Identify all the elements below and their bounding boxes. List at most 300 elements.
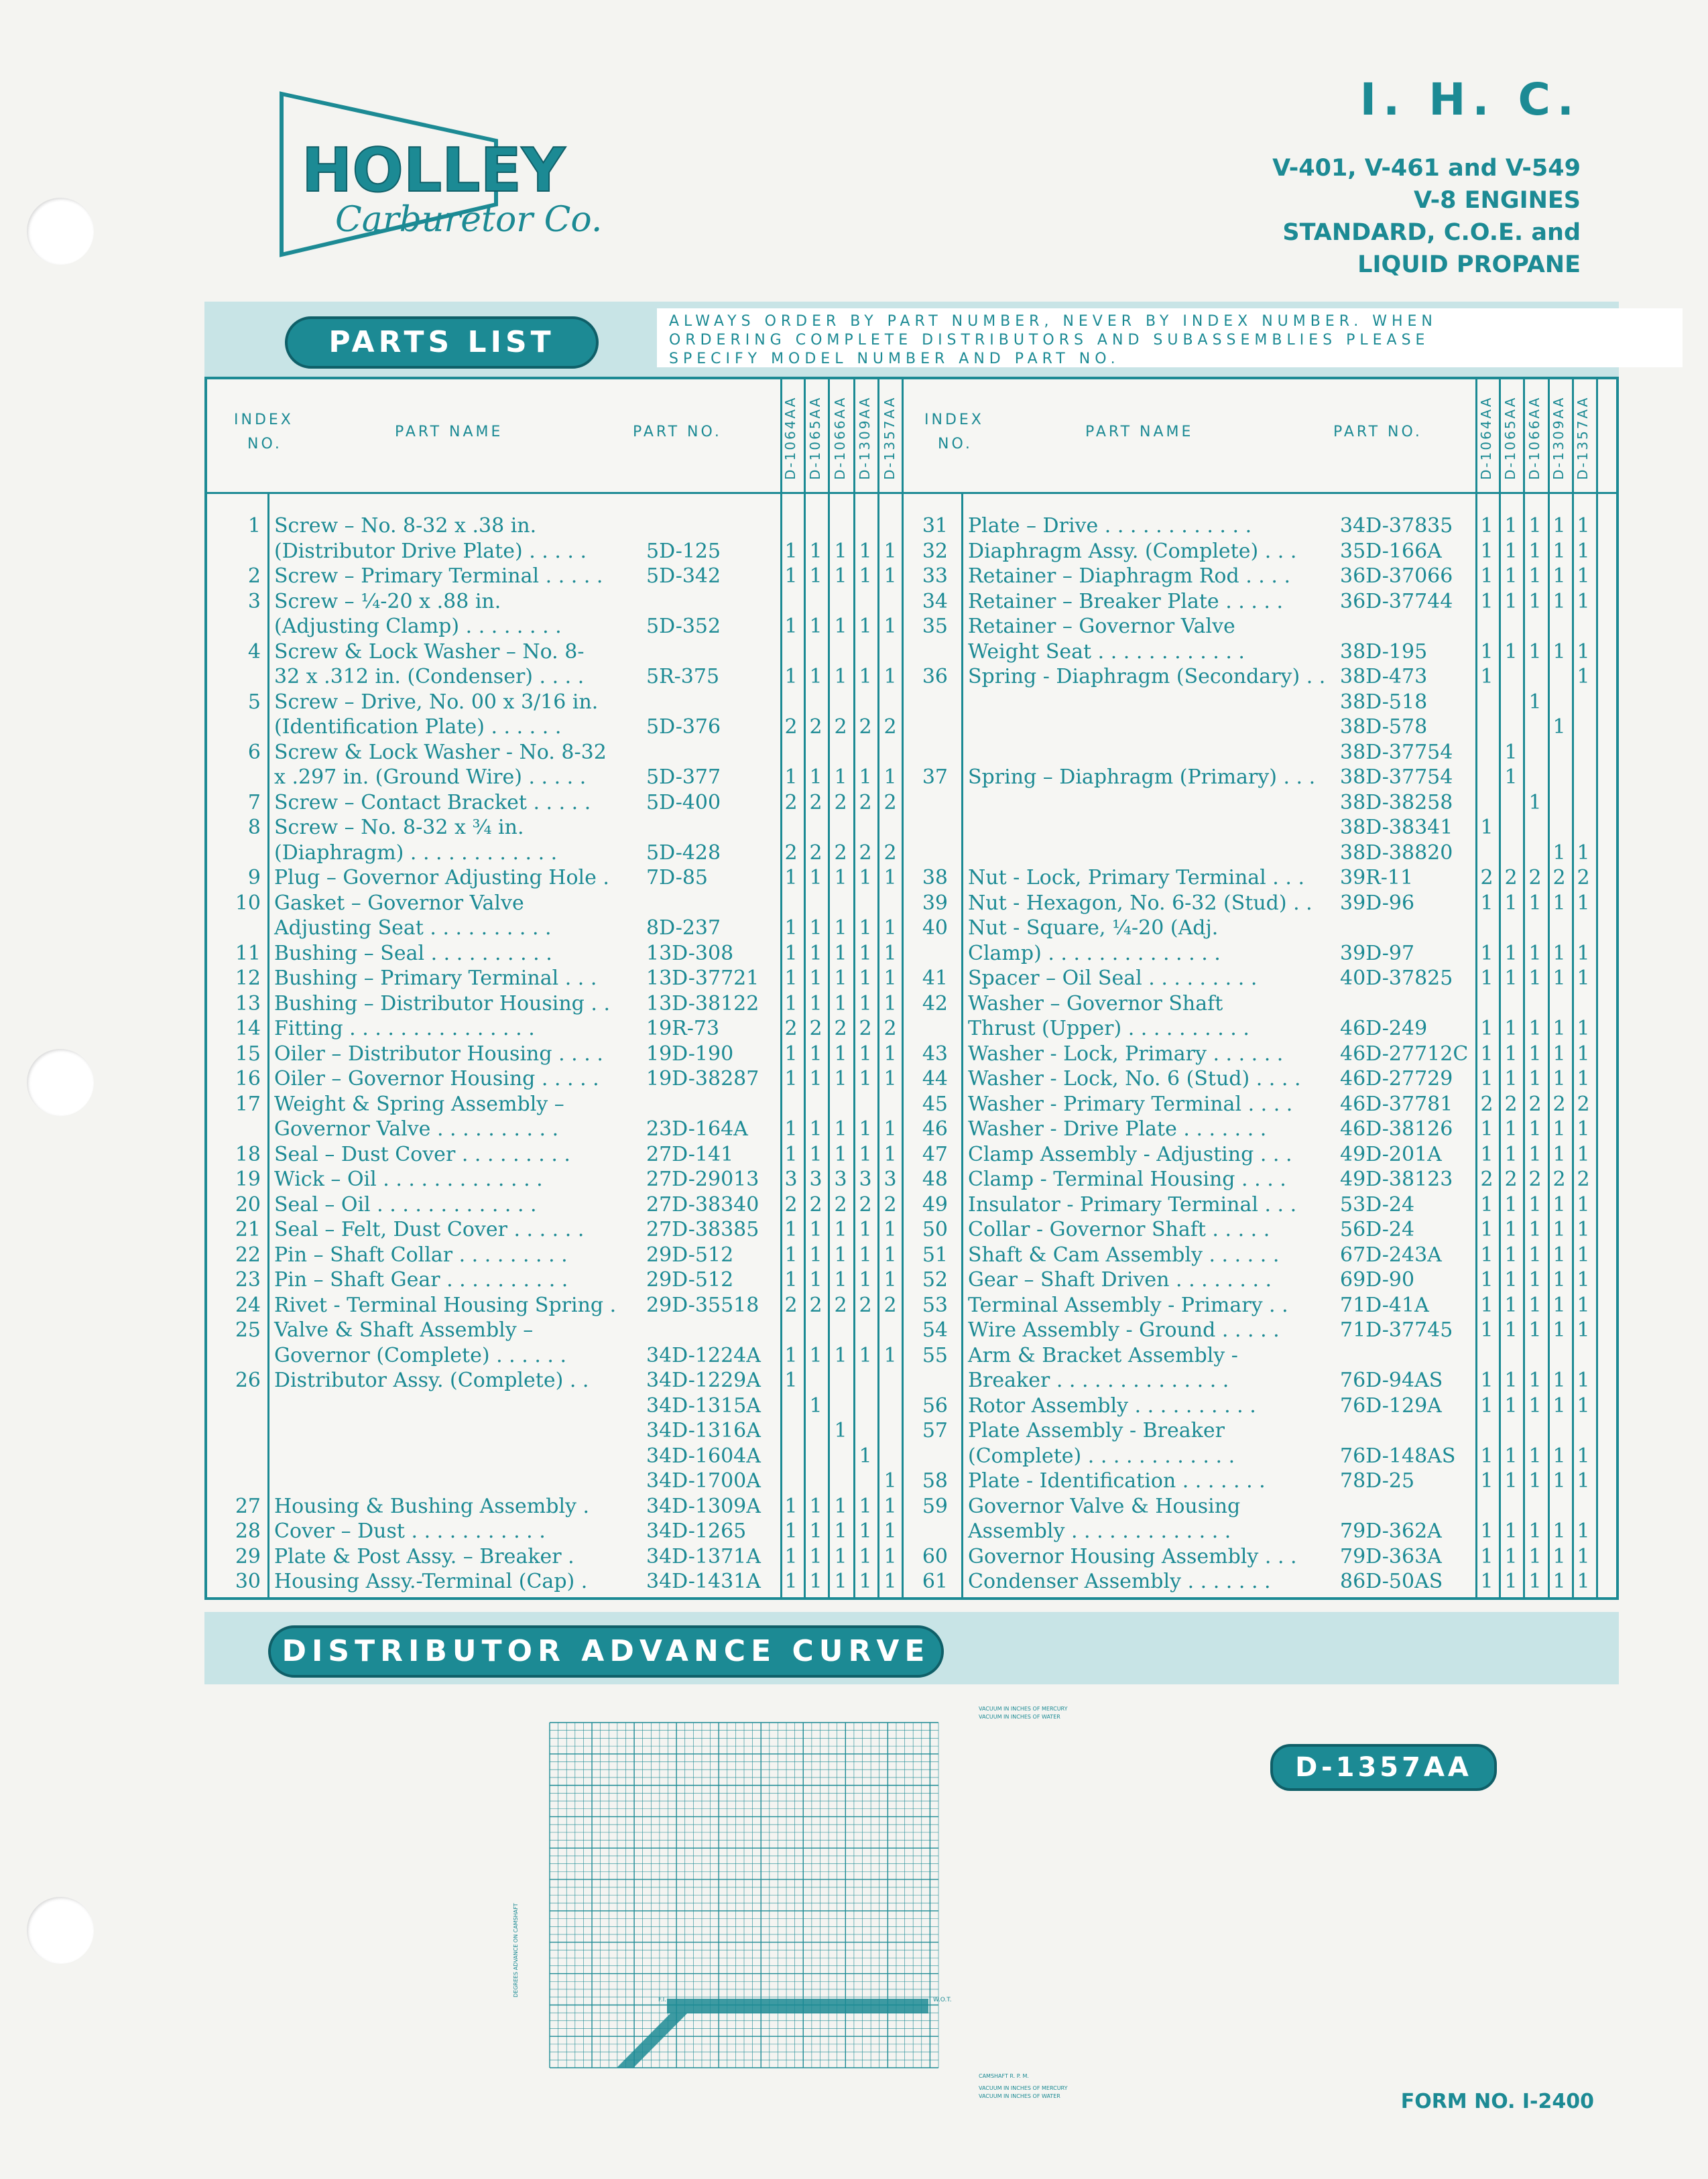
row-index: 57 bbox=[922, 1419, 948, 1442]
row-quantity: 1 bbox=[859, 1343, 872, 1367]
left-model-header: D-1309AA bbox=[857, 395, 873, 480]
row-quantity: 1 bbox=[883, 1218, 897, 1241]
row-quantity: 1 bbox=[883, 1494, 897, 1518]
row-part-name: Housing Assy.-Terminal (Cap) . bbox=[274, 1570, 588, 1593]
row-quantity: 1 bbox=[834, 1117, 847, 1141]
row-quantity: 1 bbox=[1577, 1544, 1590, 1568]
row-quantity: 1 bbox=[883, 765, 897, 789]
row-quantity: 1 bbox=[859, 967, 872, 990]
row-index: 31 bbox=[922, 514, 948, 538]
row-quantity: 1 bbox=[1528, 589, 1542, 613]
row-part-no: 46D-249 bbox=[1340, 1017, 1428, 1040]
row-quantity: 2 bbox=[859, 715, 872, 739]
row-index: 21 bbox=[235, 1218, 261, 1241]
row-quantity: 1 bbox=[1504, 1544, 1518, 1568]
row-quantity: 2 bbox=[1552, 1168, 1566, 1191]
row-quantity: 1 bbox=[809, 1544, 822, 1568]
row-quantity: 1 bbox=[1577, 589, 1590, 613]
row-quantity: 1 bbox=[883, 1570, 897, 1593]
row-quantity: 1 bbox=[1480, 589, 1493, 613]
row-quantity: 1 bbox=[1577, 941, 1590, 965]
row-quantity: 1 bbox=[1528, 790, 1542, 814]
row-part-no: 53D-24 bbox=[1340, 1192, 1415, 1217]
left-model-header: D-1357AA bbox=[881, 395, 898, 480]
row-index: 9 bbox=[247, 866, 261, 889]
row-index: 44 bbox=[922, 1067, 948, 1091]
row-part-name: Diaphragm Assy. (Complete) . . . bbox=[968, 539, 1297, 563]
row-quantity: 1 bbox=[883, 1519, 897, 1543]
row-quantity: 1 bbox=[809, 1142, 822, 1166]
row-part-no: 34D-1229A bbox=[646, 1369, 761, 1392]
row-quantity: 1 bbox=[1504, 1318, 1518, 1342]
row-index: 13 bbox=[235, 991, 261, 1015]
row-quantity: 1 bbox=[1504, 1042, 1518, 1066]
row-quantity: 1 bbox=[809, 1519, 822, 1543]
row-part-name: Plate – Drive . . . . . . . . . . . . bbox=[968, 514, 1252, 538]
row-quantity: 2 bbox=[883, 1017, 897, 1040]
row-quantity: 1 bbox=[859, 1218, 872, 1241]
left-part-no-header: PART NO. bbox=[633, 424, 722, 440]
parts-list-banner bbox=[204, 302, 1619, 377]
row-quantity: 2 bbox=[1528, 1092, 1542, 1116]
row-quantity: 1 bbox=[1504, 1469, 1518, 1493]
row-quantity: 1 bbox=[1577, 665, 1590, 688]
chart-bottom-label-2: VACUUM IN INCHES OF WATER bbox=[979, 2093, 1060, 2099]
row-quantity: 1 bbox=[1552, 1519, 1566, 1543]
row-quantity: 1 bbox=[784, 1142, 798, 1166]
row-part-no: 34D-1309A bbox=[646, 1494, 761, 1518]
row-part-no: 38D-473 bbox=[1340, 665, 1428, 688]
row-quantity: 1 bbox=[1552, 1369, 1566, 1392]
row-part-no: 29D-35518 bbox=[646, 1293, 759, 1317]
row-index: 26 bbox=[235, 1369, 261, 1392]
row-part-name: Insulator - Primary Terminal . . . bbox=[968, 1192, 1297, 1217]
row-part-no: 69D-90 bbox=[1340, 1268, 1415, 1292]
row-part-name: (Adjusting Clamp) . . . . . . . . bbox=[274, 615, 562, 638]
row-quantity: 1 bbox=[1552, 1067, 1566, 1091]
row-quantity: 2 bbox=[834, 1192, 847, 1217]
row-quantity: 1 bbox=[1528, 1017, 1542, 1040]
row-quantity: 1 bbox=[1528, 1519, 1542, 1543]
row-part-name: Assembly . . . . . . . . . . . . . bbox=[968, 1519, 1231, 1543]
row-quantity: 1 bbox=[859, 1117, 872, 1141]
row-part-no: 19R-73 bbox=[646, 1017, 720, 1040]
row-quantity: 1 bbox=[1504, 765, 1518, 789]
row-part-no: 5D-400 bbox=[646, 790, 721, 814]
row-part-name: Nut - Square, ¼-20 (Adj. bbox=[968, 916, 1219, 940]
title-block bbox=[1272, 74, 1581, 281]
row-quantity: 1 bbox=[784, 1494, 798, 1518]
row-quantity: 1 bbox=[1504, 1393, 1518, 1418]
row-part-no: 5D-428 bbox=[646, 841, 721, 865]
row-quantity: 3 bbox=[784, 1168, 798, 1191]
row-index: 15 bbox=[235, 1042, 261, 1066]
row-quantity: 1 bbox=[1577, 1042, 1590, 1066]
row-part-no: 5D-376 bbox=[646, 715, 721, 739]
row-quantity: 3 bbox=[809, 1168, 822, 1191]
row-index: 59 bbox=[922, 1494, 948, 1518]
row-quantity: 1 bbox=[809, 765, 822, 789]
row-quantity: 1 bbox=[834, 665, 847, 688]
row-quantity: 2 bbox=[1552, 1092, 1566, 1116]
right-column-divider bbox=[1596, 379, 1598, 1597]
row-quantity: 2 bbox=[883, 715, 897, 739]
row-part-name: Washer - Lock, No. 6 (Stud) . . . . bbox=[968, 1067, 1301, 1091]
row-part-no: 19D-190 bbox=[646, 1042, 734, 1066]
row-part-no: 34D-1700A bbox=[646, 1469, 761, 1493]
title-line-propane: LIQUID PROPANE bbox=[1357, 251, 1581, 278]
row-part-name: Screw & Lock Washer - No. 8-32 bbox=[274, 740, 607, 764]
row-quantity: 1 bbox=[1480, 1042, 1493, 1066]
row-index: 56 bbox=[922, 1393, 948, 1418]
row-index: 10 bbox=[235, 891, 261, 915]
row-quantity: 2 bbox=[1577, 866, 1590, 889]
row-quantity: 1 bbox=[1528, 1042, 1542, 1066]
row-index: 50 bbox=[922, 1218, 948, 1241]
chart-wot-label: W.O.T. bbox=[933, 1997, 952, 2003]
row-quantity: 2 bbox=[883, 1293, 897, 1317]
row-quantity: 2 bbox=[1504, 1092, 1518, 1116]
row-index: 16 bbox=[235, 1067, 261, 1091]
row-quantity: 1 bbox=[1552, 1393, 1566, 1418]
row-quantity: 1 bbox=[834, 1570, 847, 1593]
row-quantity: 1 bbox=[1528, 1293, 1542, 1317]
row-quantity: 1 bbox=[809, 615, 822, 638]
row-quantity: 1 bbox=[1577, 1218, 1590, 1241]
row-part-no: 38D-38258 bbox=[1340, 790, 1453, 814]
row-quantity: 1 bbox=[809, 866, 822, 889]
row-quantity: 1 bbox=[1480, 1117, 1493, 1141]
row-part-no: 78D-25 bbox=[1340, 1469, 1415, 1493]
row-quantity: 1 bbox=[1528, 1218, 1542, 1241]
row-quantity: 1 bbox=[1504, 1268, 1518, 1292]
row-quantity: 1 bbox=[834, 1519, 847, 1543]
row-part-name: Rivet - Terminal Housing Spring . bbox=[274, 1293, 617, 1317]
row-quantity: 1 bbox=[1577, 1117, 1590, 1141]
row-quantity: 1 bbox=[1480, 1192, 1493, 1217]
row-quantity: 1 bbox=[1528, 639, 1542, 664]
row-quantity: 1 bbox=[1504, 639, 1518, 664]
row-quantity: 1 bbox=[1480, 1243, 1493, 1267]
row-index: 39 bbox=[922, 891, 948, 915]
row-part-no: 67D-243A bbox=[1340, 1243, 1442, 1267]
row-quantity: 1 bbox=[784, 916, 798, 940]
holley-logo bbox=[282, 87, 603, 268]
row-quantity: 1 bbox=[883, 1067, 897, 1091]
row-quantity: 1 bbox=[1480, 1142, 1493, 1166]
row-quantity: 1 bbox=[883, 941, 897, 965]
row-quantity: 1 bbox=[1528, 514, 1542, 538]
row-part-name: Plate Assembly - Breaker bbox=[968, 1419, 1225, 1442]
row-quantity: 1 bbox=[834, 1067, 847, 1091]
row-quantity: 2 bbox=[809, 1293, 822, 1317]
row-quantity: 2 bbox=[784, 1192, 798, 1217]
row-quantity: 1 bbox=[809, 916, 822, 940]
row-index: 49 bbox=[922, 1192, 948, 1217]
row-quantity: 1 bbox=[883, 1117, 897, 1141]
punch-hole-top bbox=[27, 198, 94, 265]
row-index: 20 bbox=[235, 1192, 261, 1217]
left-part-name-header: PART NAME bbox=[395, 424, 503, 440]
row-quantity: 1 bbox=[1480, 1519, 1493, 1543]
row-quantity: 1 bbox=[1504, 1218, 1518, 1241]
row-part-no: 29D-512 bbox=[646, 1268, 734, 1292]
row-part-no: 27D-38385 bbox=[646, 1218, 759, 1241]
row-quantity: 1 bbox=[1577, 1393, 1590, 1418]
row-part-no: 38D-38820 bbox=[1340, 841, 1453, 865]
row-part-name: (Distributor Drive Plate) . . . . . bbox=[274, 539, 587, 563]
row-quantity: 1 bbox=[859, 1268, 872, 1292]
row-quantity: 3 bbox=[834, 1168, 847, 1191]
row-part-name: Breaker . . . . . . . . . . . . . . bbox=[968, 1369, 1229, 1392]
row-quantity: 1 bbox=[784, 1544, 798, 1568]
row-part-no: 34D-1224A bbox=[646, 1343, 761, 1367]
row-quantity: 1 bbox=[1577, 639, 1590, 664]
row-quantity: 1 bbox=[1504, 589, 1518, 613]
row-index: 22 bbox=[235, 1243, 261, 1267]
row-part-name: Screw – ¼-20 x .88 in. bbox=[274, 589, 501, 613]
row-part-no: 38D-38341 bbox=[1340, 816, 1453, 839]
row-part-no: 38D-37754 bbox=[1340, 740, 1453, 764]
row-quantity: 1 bbox=[859, 866, 872, 889]
row-quantity: 1 bbox=[1552, 1444, 1566, 1468]
row-quantity: 1 bbox=[834, 1494, 847, 1518]
row-index: 53 bbox=[922, 1293, 948, 1317]
row-index: 8 bbox=[247, 816, 261, 839]
row-quantity: 1 bbox=[1528, 1444, 1542, 1468]
row-quantity: 1 bbox=[859, 539, 872, 563]
advance-curve-banner bbox=[204, 1612, 1619, 1684]
row-quantity: 2 bbox=[883, 790, 897, 814]
row-quantity: 1 bbox=[1577, 1444, 1590, 1468]
row-part-name: Adjusting Seat . . . . . . . . . . bbox=[274, 916, 552, 940]
row-quantity: 1 bbox=[834, 1142, 847, 1166]
row-part-name: Spring – Diaphragm (Primary) . . . bbox=[968, 765, 1316, 789]
row-part-no: 39D-96 bbox=[1340, 891, 1415, 915]
row-quantity: 1 bbox=[834, 1544, 847, 1568]
row-quantity: 1 bbox=[883, 991, 897, 1015]
row-index: 51 bbox=[922, 1243, 948, 1267]
row-part-no: 56D-24 bbox=[1340, 1218, 1415, 1241]
row-quantity: 1 bbox=[1528, 564, 1542, 588]
row-part-name: Weight & Spring Assembly – bbox=[274, 1092, 564, 1116]
row-quantity: 1 bbox=[1528, 1570, 1542, 1593]
row-quantity: 1 bbox=[883, 1343, 897, 1367]
row-part-name: (Identification Plate) . . . . . . bbox=[274, 715, 562, 739]
chart-top-label-2: VACUUM IN INCHES OF WATER bbox=[979, 1714, 1060, 1720]
row-part-name: Screw – Drive, No. 00 x 3/16 in. bbox=[274, 690, 599, 714]
row-quantity: 2 bbox=[809, 1192, 822, 1217]
row-quantity: 1 bbox=[1480, 1469, 1493, 1493]
notice-line-3: SPECIFY MODEL NUMBER AND PART NO. bbox=[669, 351, 1120, 367]
row-quantity: 1 bbox=[1480, 1017, 1493, 1040]
row-quantity: 1 bbox=[809, 1117, 822, 1141]
row-quantity: 2 bbox=[834, 1017, 847, 1040]
title-line-standard: STANDARD, C.O.E. and bbox=[1282, 219, 1581, 246]
row-quantity: 1 bbox=[1504, 1067, 1518, 1091]
row-part-name: x .297 in. (Ground Wire) . . . . . bbox=[274, 765, 587, 789]
row-quantity: 1 bbox=[1528, 1469, 1542, 1493]
row-quantity: 1 bbox=[1552, 715, 1566, 739]
row-part-no: 29D-512 bbox=[646, 1243, 734, 1267]
row-part-name: (Diaphragm) . . . . . . . . . . . . bbox=[274, 841, 558, 865]
row-index: 43 bbox=[922, 1042, 948, 1066]
title-line-v8: V-8 ENGINES bbox=[1414, 187, 1581, 214]
row-part-name: Distributor Assy. (Complete) . . bbox=[274, 1369, 589, 1392]
row-index: 29 bbox=[235, 1544, 261, 1568]
chart-y-label: DEGREES ADVANCE ON CAMSHAFT bbox=[513, 1903, 519, 1997]
row-quantity: 1 bbox=[1552, 841, 1566, 865]
advance-band bbox=[667, 1999, 928, 2013]
row-index: 36 bbox=[922, 665, 948, 688]
row-quantity: 1 bbox=[784, 1243, 798, 1267]
row-quantity: 1 bbox=[1528, 1268, 1542, 1292]
row-part-name: Bushing – Seal . . . . . . . . . . bbox=[274, 941, 552, 965]
title-line-engines: V-401, V-461 and V-549 bbox=[1272, 155, 1581, 182]
row-index: 52 bbox=[922, 1268, 948, 1292]
row-index: 25 bbox=[235, 1318, 261, 1342]
row-quantity: 2 bbox=[859, 841, 872, 865]
row-index: 55 bbox=[922, 1343, 948, 1367]
row-part-no: 36D-37744 bbox=[1340, 589, 1453, 613]
row-quantity: 1 bbox=[1528, 1117, 1542, 1141]
row-quantity: 1 bbox=[1552, 1293, 1566, 1317]
row-quantity: 1 bbox=[1480, 1444, 1493, 1468]
row-quantity: 1 bbox=[809, 967, 822, 990]
row-quantity: 1 bbox=[1552, 1192, 1566, 1217]
row-quantity: 1 bbox=[1480, 1544, 1493, 1568]
row-part-name: Governor Housing Assembly . . . bbox=[968, 1544, 1297, 1568]
left-model-header: D-1064AA bbox=[782, 395, 798, 480]
row-quantity: 1 bbox=[1480, 1369, 1493, 1392]
left-column-divider bbox=[267, 492, 269, 1597]
row-index: 54 bbox=[922, 1318, 948, 1342]
row-quantity: 1 bbox=[859, 1494, 872, 1518]
row-quantity: 1 bbox=[809, 1042, 822, 1066]
row-index: 1 bbox=[247, 514, 261, 538]
row-quantity: 1 bbox=[859, 1142, 872, 1166]
row-quantity: 1 bbox=[1552, 1544, 1566, 1568]
row-part-no: 79D-363A bbox=[1340, 1544, 1442, 1568]
row-part-no: 35D-166A bbox=[1340, 539, 1442, 563]
row-quantity: 1 bbox=[883, 615, 897, 638]
row-part-name: Spring - Diaphragm (Secondary) . . bbox=[968, 665, 1326, 688]
row-quantity: 1 bbox=[1577, 1067, 1590, 1091]
left-column-divider bbox=[828, 379, 830, 1597]
row-quantity: 1 bbox=[834, 967, 847, 990]
row-part-no: 40D-37825 bbox=[1340, 967, 1453, 990]
row-part-name: Terminal Assembly - Primary . . bbox=[968, 1293, 1288, 1317]
row-index: 42 bbox=[922, 991, 948, 1015]
row-quantity: 1 bbox=[1504, 1369, 1518, 1392]
row-quantity: 1 bbox=[834, 916, 847, 940]
row-quantity: 1 bbox=[883, 564, 897, 588]
left-model-header: D-1065AA bbox=[807, 395, 823, 480]
row-part-name: Governor Valve . . . . . . . . . . bbox=[274, 1117, 559, 1141]
row-quantity: 2 bbox=[784, 715, 798, 739]
row-quantity: 1 bbox=[784, 1369, 798, 1392]
row-quantity: 1 bbox=[883, 1142, 897, 1166]
row-part-no: 46D-38126 bbox=[1340, 1117, 1453, 1141]
row-quantity: 1 bbox=[883, 967, 897, 990]
row-part-no: 71D-37745 bbox=[1340, 1318, 1453, 1342]
row-quantity: 2 bbox=[859, 1293, 872, 1317]
left-index-header: INDEX bbox=[234, 412, 294, 428]
row-quantity: 2 bbox=[784, 1293, 798, 1317]
row-quantity: 1 bbox=[1528, 1192, 1542, 1217]
row-quantity: 1 bbox=[784, 967, 798, 990]
row-quantity: 1 bbox=[834, 1268, 847, 1292]
row-index: 47 bbox=[922, 1142, 948, 1166]
row-quantity: 1 bbox=[1504, 967, 1518, 990]
chart-fi-label: F.I. bbox=[658, 1997, 667, 2003]
row-quantity: 1 bbox=[784, 1067, 798, 1091]
row-quantity: 1 bbox=[1504, 1444, 1518, 1468]
row-part-no: 38D-195 bbox=[1340, 639, 1428, 664]
row-quantity: 1 bbox=[1480, 1293, 1493, 1317]
row-index: 4 bbox=[247, 639, 261, 664]
row-quantity: 1 bbox=[859, 765, 872, 789]
row-part-no: 5D-125 bbox=[646, 539, 721, 563]
row-quantity: 2 bbox=[809, 841, 822, 865]
row-quantity: 2 bbox=[784, 790, 798, 814]
row-quantity: 1 bbox=[1577, 539, 1590, 563]
row-part-name: Retainer – Breaker Plate . . . . . bbox=[968, 589, 1284, 613]
row-index: 14 bbox=[235, 1017, 261, 1040]
row-part-no: 8D-237 bbox=[646, 916, 721, 940]
row-quantity: 1 bbox=[809, 941, 822, 965]
row-quantity: 1 bbox=[1577, 1243, 1590, 1267]
advance-curve-chart bbox=[509, 1702, 1099, 2105]
row-index: 17 bbox=[235, 1092, 261, 1116]
row-quantity: 1 bbox=[784, 991, 798, 1015]
chart-rpm-label: CAMSHAFT R. P. M. bbox=[979, 2073, 1029, 2079]
row-quantity: 1 bbox=[834, 1243, 847, 1267]
row-quantity: 1 bbox=[1577, 1192, 1590, 1217]
row-part-no: 5D-342 bbox=[646, 564, 721, 588]
row-quantity: 3 bbox=[883, 1168, 897, 1191]
model-badge: D-1357AA bbox=[1270, 1744, 1497, 1791]
row-quantity: 2 bbox=[883, 1192, 897, 1217]
row-part-name: Shaft & Cam Assembly . . . . . . bbox=[968, 1243, 1280, 1267]
row-part-name: Cover – Dust . . . . . . . . . . . bbox=[274, 1519, 546, 1543]
row-quantity: 1 bbox=[883, 1544, 897, 1568]
right-index-no-header: NO. bbox=[938, 436, 973, 452]
row-index: 27 bbox=[235, 1494, 261, 1518]
row-index: 12 bbox=[235, 967, 261, 990]
row-quantity: 1 bbox=[1504, 539, 1518, 563]
row-index: 60 bbox=[922, 1544, 948, 1568]
row-part-name: Bushing – Distributor Housing . . bbox=[274, 991, 611, 1015]
row-quantity: 1 bbox=[1552, 514, 1566, 538]
row-quantity: 1 bbox=[1480, 1067, 1493, 1091]
right-part-name-header: PART NAME bbox=[1085, 424, 1194, 440]
row-quantity: 1 bbox=[1504, 1243, 1518, 1267]
row-quantity: 1 bbox=[784, 1117, 798, 1141]
svg-text:Carburetor Co.: Carburetor Co. bbox=[335, 200, 603, 240]
row-quantity: 1 bbox=[834, 539, 847, 563]
row-quantity: 1 bbox=[1552, 564, 1566, 588]
row-part-name: Retainer – Diaphragm Rod . . . . bbox=[968, 564, 1290, 588]
row-quantity: 1 bbox=[834, 1042, 847, 1066]
row-index: 5 bbox=[247, 690, 261, 714]
row-quantity: 1 bbox=[809, 1243, 822, 1267]
row-quantity: 1 bbox=[834, 564, 847, 588]
row-quantity: 1 bbox=[1552, 967, 1566, 990]
row-quantity: 1 bbox=[1504, 1293, 1518, 1317]
row-part-name: Clamp Assembly - Adjusting . . . bbox=[968, 1142, 1292, 1166]
row-quantity: 2 bbox=[1480, 1092, 1493, 1116]
